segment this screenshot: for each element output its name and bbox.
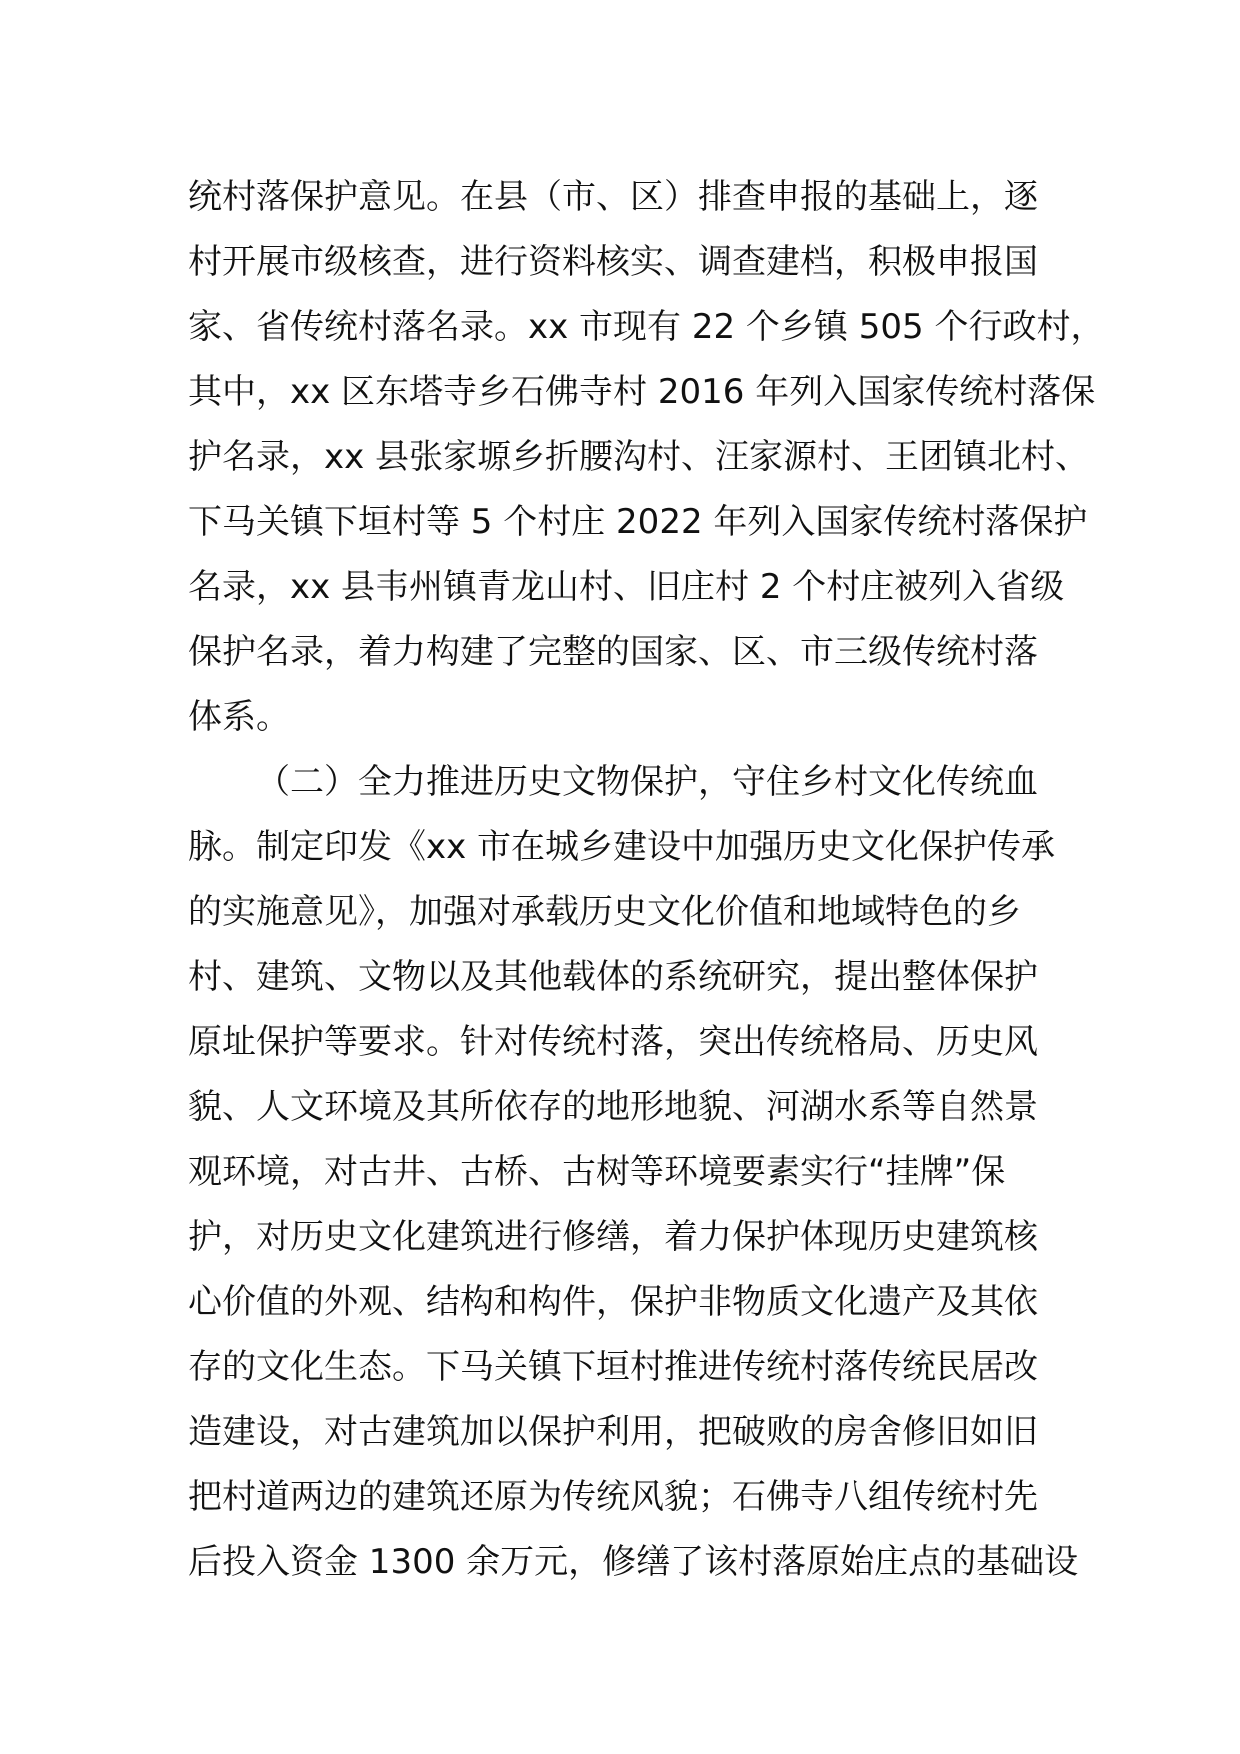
text-line: 把村道两边的建筑还原为传统风貌；石佛寺八组传统村先 <box>188 1477 1038 1517</box>
text-line: 体系。 <box>188 697 290 737</box>
section-heading-line: （二）全力推进历史文物保护，守住乡村文化传统血 <box>256 762 1038 802</box>
text-line: 下马关镇下垣村等 5 个村庄 2022 年列入国家传统村落保护 <box>188 502 1088 542</box>
text-line: 后投入资金 1300 余万元，修缮了该村落原始庄点的基础设 <box>188 1542 1079 1582</box>
text-line: 村开展市级核查，进行资料核实、调查建档，积极申报国 <box>188 242 1038 282</box>
text-line: 护，对历史文化建筑进行修缮，着力保护体现历史建筑核 <box>188 1217 1038 1257</box>
text-line: 心价值的外观、结构和构件，保护非物质文化遗产及其依 <box>188 1282 1038 1322</box>
text-line: 村、建筑、文物以及其他载体的系统研究，提出整体保护 <box>188 957 1038 997</box>
text-line: 脉。制定印发《xx 市在城乡建设中加强历史文化保护传承 <box>188 827 1056 867</box>
text-line: 名录，xx 县韦州镇青龙山村、旧庄村 2 个村庄被列入省级 <box>188 567 1065 607</box>
document-body <box>188 165 1105 1595</box>
text-line: 护名录，xx 县张家塬乡折腰沟村、汪家源村、王团镇北村、 <box>188 437 1090 477</box>
text-line: 其中，xx 区东塔寺乡石佛寺村 2016 年列入国家传统村落保 <box>188 372 1096 412</box>
text-line: 原址保护等要求。针对传统村落，突出传统格局、历史风 <box>188 1022 1038 1062</box>
text-line: 统村落保护意见。在县（市、区）排查申报的基础上，逐 <box>188 177 1038 217</box>
text-line: 保护名录，着力构建了完整的国家、区、市三级传统村落 <box>188 632 1038 672</box>
text-line: 貌、人文环境及其所依存的地形地貌、河湖水系等自然景 <box>188 1087 1038 1127</box>
text-line: 家、省传统村落名录。xx 市现有 22 个乡镇 505 个行政村， <box>188 307 1105 347</box>
text-line: 的实施意见》，加强对承载历史文化价值和地域特色的乡 <box>188 892 1021 932</box>
text-line: 观环境，对古井、古桥、古树等环境要素实行“挂牌”保 <box>188 1152 1006 1192</box>
text-line: 造建设，对古建筑加以保护利用，把破败的房舍修旧如旧 <box>188 1412 1038 1452</box>
text-line: 存的文化生态。下马关镇下垣村推进传统村落传统民居改 <box>188 1347 1038 1387</box>
